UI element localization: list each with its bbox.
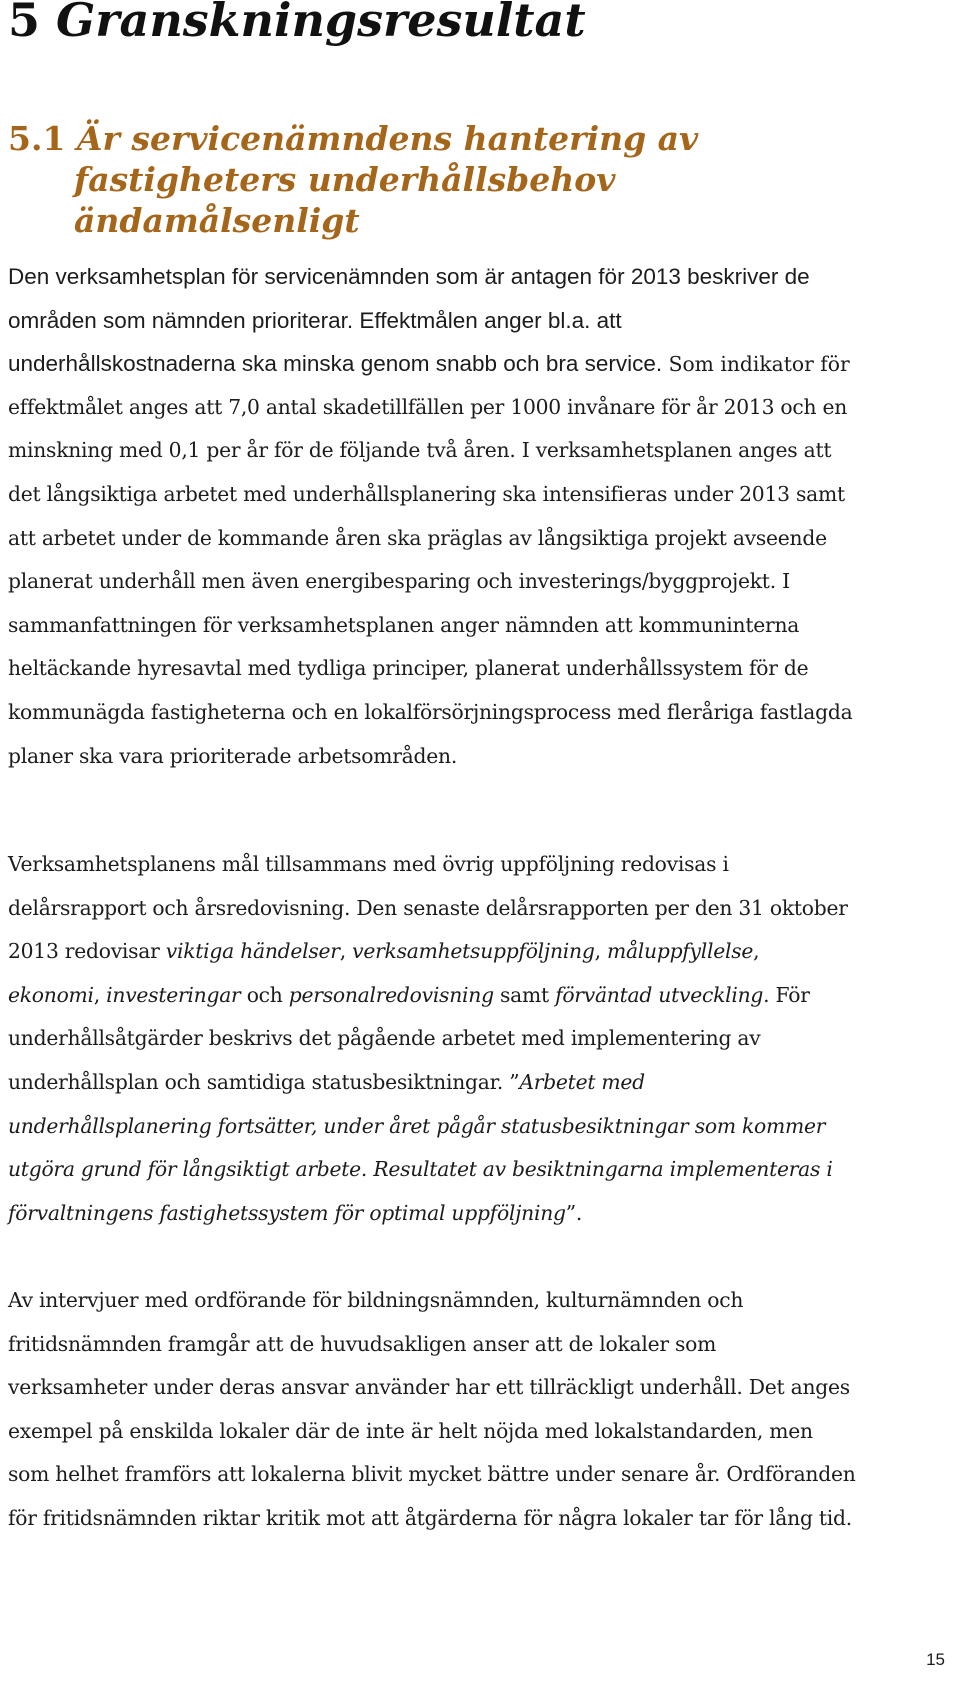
text-segment: underhållsplan och samtidiga statusbesiktningar. ” <box>8 1069 520 1094</box>
text-line: planer ska vara prioriterade arbetsområden. <box>8 743 458 768</box>
chapter-title: Granskningsresultat <box>56 0 586 47</box>
text-segment: Som indikator för <box>662 352 850 377</box>
text-line: det långsiktiga arbetet med underhållsplanering ska intensifieras under 2013 samt <box>8 481 845 506</box>
text-line: exempel på enskilda lokaler där de inte är helt nöjda med lokalstandarden, men <box>8 1418 813 1443</box>
section-title-line-3: ändamålsenligt <box>74 201 360 240</box>
text-line: planerat underhåll men även energibesparing och investerings/byggprojekt. I <box>8 569 790 594</box>
text-line <box>8 1192 958 1236</box>
italic-term: måluppfyllelse <box>606 939 754 964</box>
paragraph-intervjuer <box>8 1279 958 1541</box>
paragraph-verksamhetsplan <box>8 255 958 778</box>
text-line: kommunägda fastigheterna och en lokalförsörjningsprocess med fleråriga fastlagda <box>8 699 853 724</box>
text-segment: samt <box>493 982 556 1007</box>
text-line: effektmålet anges att 7,0 antal skadetillfällen per 1000 invånare för år 2013 och en <box>8 394 848 419</box>
text-segment: , <box>753 939 760 964</box>
quote-text: Arbetet med <box>519 1069 645 1094</box>
text-line: att arbetet under de kommande åren ska präglas av långsiktiga projekt avseende <box>8 525 827 550</box>
text-line <box>8 342 958 386</box>
text-line: underhållsåtgärder beskrivs det pågående arbetet med implementering av <box>8 1026 761 1051</box>
text-segment: , <box>339 939 353 964</box>
section-title-line-1: Är servicenämndens hantering av <box>76 119 699 158</box>
text-line <box>8 1061 958 1105</box>
text-segment: och <box>240 982 289 1007</box>
text-segment: . För <box>763 982 810 1007</box>
text-segment: , <box>93 982 107 1007</box>
quote-line: utgöra grund för långsiktigt arbete. Resultatet av besiktningarna implementeras i <box>8 1157 833 1182</box>
italic-term: viktiga händelser <box>165 939 340 964</box>
text-line: minskning med 0,1 per år för de följande två åren. I verksamhetsplanen anges att <box>8 438 832 463</box>
section-heading <box>8 118 728 241</box>
section-title-line-2: fastigheters underhållsbehov <box>74 160 616 199</box>
text-line: Den verksamhetsplan för servicenämnden som är antagen för 2013 beskriver de <box>8 264 810 289</box>
text-line: Verksamhetsplanens mål tillsammans med övrig uppföljning redovisas i <box>8 852 729 876</box>
text-line: för fritidsnämnden riktar kritik mot att åtgärderna för några lokaler tar för lång tid. <box>8 1505 852 1530</box>
quote-text: förvaltningens fastighetssystem för optimal uppföljning <box>8 1200 566 1225</box>
text-segment: underhållskostnaderna ska minska genom snabb och bra service. <box>8 351 663 377</box>
text-line: fritidsnämnden framgår att de huvudsakligen anser att de lokaler som <box>8 1331 717 1356</box>
chapter-number: 5 <box>8 0 41 47</box>
italic-term: förväntad utveckling <box>555 982 764 1007</box>
text-segment: 2013 redovisar <box>8 939 166 964</box>
section-number: 5.1 <box>8 119 66 158</box>
text-line: Av intervjuer med ordförande för bildningsnämnden, kulturnämnden och <box>8 1288 744 1312</box>
paragraph-delarsrapport <box>8 843 958 1235</box>
text-segment: , <box>594 939 607 964</box>
text-line: verksamheter under deras ansvar använder har ett tillräckligt underhåll. Det anges <box>8 1375 850 1400</box>
italic-term: verksamhetsuppföljning <box>352 939 595 964</box>
text-segment: ”. <box>565 1200 583 1225</box>
text-line: heltäckande hyresavtal med tydliga principer, planerat underhållssystem för de <box>8 656 809 681</box>
text-line: som helhet framförs att lokalerna blivit mycket bättre under senare år. Ordföranden <box>8 1462 856 1487</box>
text-line <box>8 930 958 974</box>
page-number: 15 <box>926 1650 945 1669</box>
text-line: sammanfattningen för verksamhetsplanen anger nämnden att kommuninterna <box>8 612 800 637</box>
italic-term: ekonomi <box>8 982 94 1007</box>
text-line: områden som nämnden prioriterar. Effektmålen anger bl.a. att <box>8 307 622 333</box>
quote-line: underhållsplanering fortsätter, under året pågår statusbesiktningar som kommer <box>8 1113 826 1138</box>
text-line <box>8 974 958 1018</box>
chapter-heading <box>8 0 586 52</box>
italic-term: personalredovisning <box>288 982 494 1007</box>
text-line: delårsrapport och årsredovisning. Den senaste delårsrapporten per den 31 oktober <box>8 895 848 920</box>
italic-term: investeringar <box>106 982 241 1007</box>
